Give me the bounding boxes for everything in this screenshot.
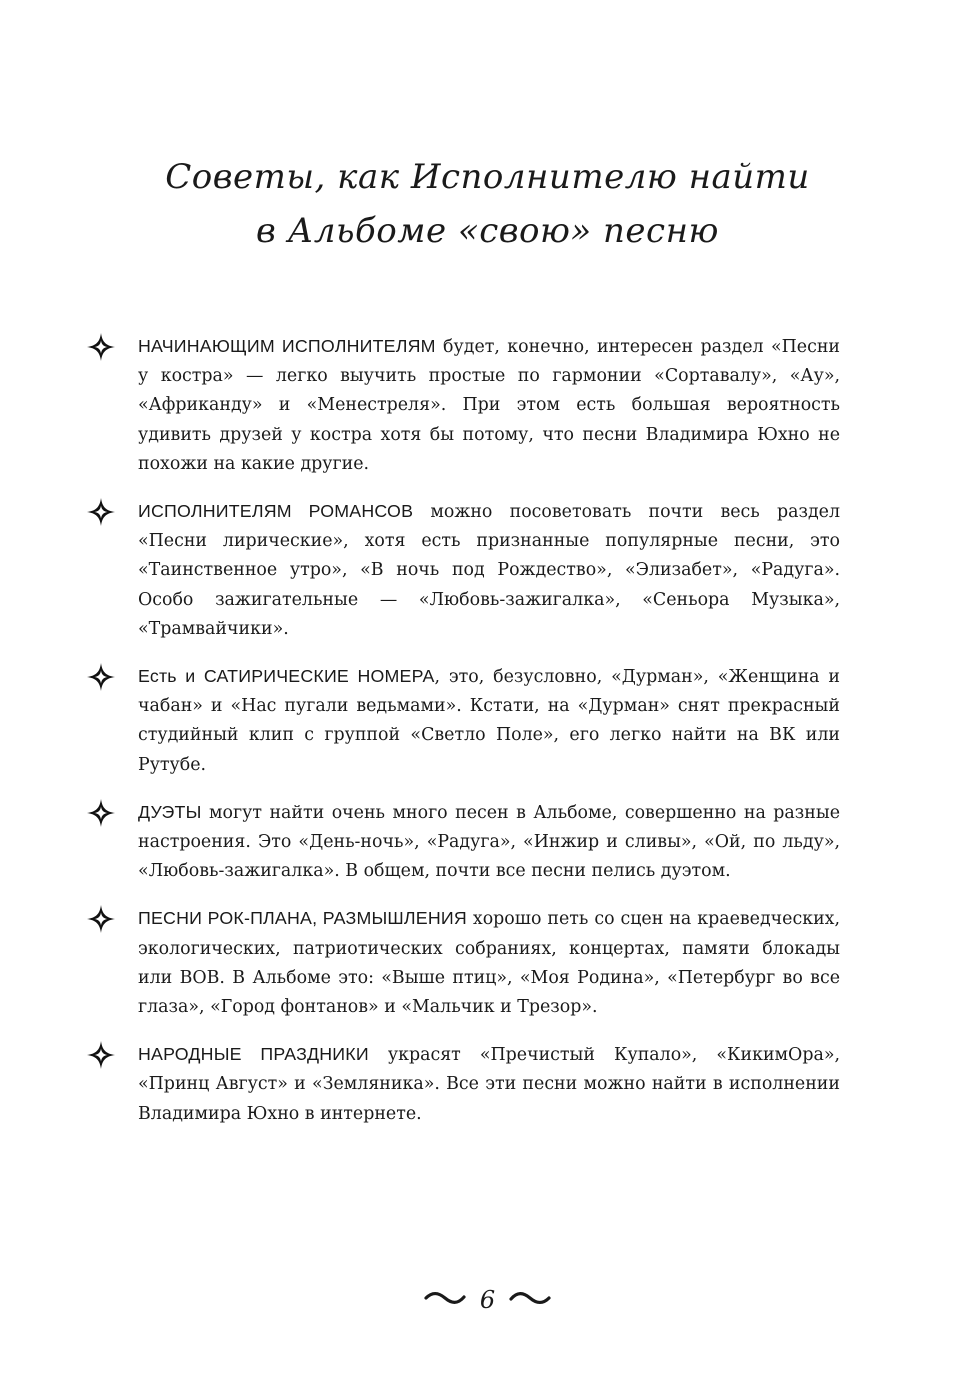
- tips-list: [138, 332, 840, 1147]
- page-title: [90, 150, 885, 258]
- tip-heading: ДУЭТЫ: [138, 801, 202, 822]
- left-flourish-icon: [424, 1291, 466, 1310]
- four-point-star-icon: [86, 662, 116, 692]
- page-number: 6: [479, 1286, 496, 1314]
- page-footer: [0, 1285, 975, 1325]
- tip-text: могут найти очень много песен в Альбоме, совершенно на разные настроения. Это «День-ночь», «Радуга», «Инжир и сливы», «Ой, по льду», «Любовь-зажигалка». В общем, почти все песни пелись дуэтом.: [138, 802, 840, 882]
- tip-text: можно посоветовать почти весь раздел «Песни лирические», хотя есть признанные популярные песни, это «Таинственное утро», «В ночь под Рождество», «Элизабет», «Радуга». Особо зажигательные — «Любовь-зажигалка», «Сеньора Музыка», «Трамвайчики».: [138, 502, 840, 639]
- tip-item-duets: [138, 798, 840, 887]
- tip-text: будет, конечно, интересен раздел «Песни у костра» — легко выучить простые по гармонии «Сортавалу», «Ау», «Африканду» и «Менестреля». При этом есть большая вероятность удивить друзей у костра хотя бы потому, что песни Владимира Юхно не похожи на какие другие.: [138, 337, 840, 474]
- tip-text: украсят «Пречистый Купало», «КикимОра», «Принц Август» и «Земляника». Все эти песни можно найти в исполнении Владимира Юхно в интернете.: [138, 1045, 840, 1124]
- right-flourish-icon: [509, 1291, 551, 1310]
- four-point-star-icon: [86, 497, 116, 527]
- tip-heading: Есть и САТИРИЧЕСКИЕ НОМЕРА: [138, 666, 435, 687]
- tip-item-satire: [138, 662, 840, 780]
- tip-heading: ПЕСНИ РОК-ПЛАНА, РАЗМЫШЛЕНИЯ: [138, 908, 467, 929]
- four-point-star-icon: [86, 904, 116, 934]
- tip-item-rock: [138, 904, 840, 1022]
- four-point-star-icon: [86, 798, 116, 828]
- tip-heading: ИСПОЛНИТЕЛЯМ РОМАНСОВ: [138, 501, 414, 522]
- tip-text: , это, безусловно, «Дурман», «Женщина и чабан» и «Нас пугали ведьмами». Кстати, на «Дурман» снят прекрасный студийный клип с группой «Светло Поле», его легко найти на ВК или Рутубе.: [138, 667, 840, 775]
- tip-heading: НАЧИНАЮЩИМ ИСПОЛНИТЕЛЯМ: [138, 336, 436, 356]
- page-title-line-1: Советы, как Исполнителю найти: [165, 157, 810, 197]
- tip-item-beginners: [138, 332, 840, 479]
- page-title-line-2: в Альбоме «свою» песню: [256, 211, 719, 251]
- four-point-star-icon: [86, 332, 116, 362]
- tip-item-romance: [138, 497, 840, 644]
- four-point-star-icon: [86, 1040, 116, 1070]
- tip-heading: НАРОДНЫЕ ПРАЗДНИКИ: [138, 1044, 369, 1065]
- tip-item-folk: [138, 1040, 840, 1129]
- tip-text: хорошо петь со сцен на краеведческих, экологических, патриотических собраниях, концертах, памяти блокады или ВОВ. В Альбоме это: «Выше птиц», «Моя Родина», «Петербург во все глаза», «Город фонтанов» и «Мальчик и Трезор».: [138, 909, 840, 1018]
